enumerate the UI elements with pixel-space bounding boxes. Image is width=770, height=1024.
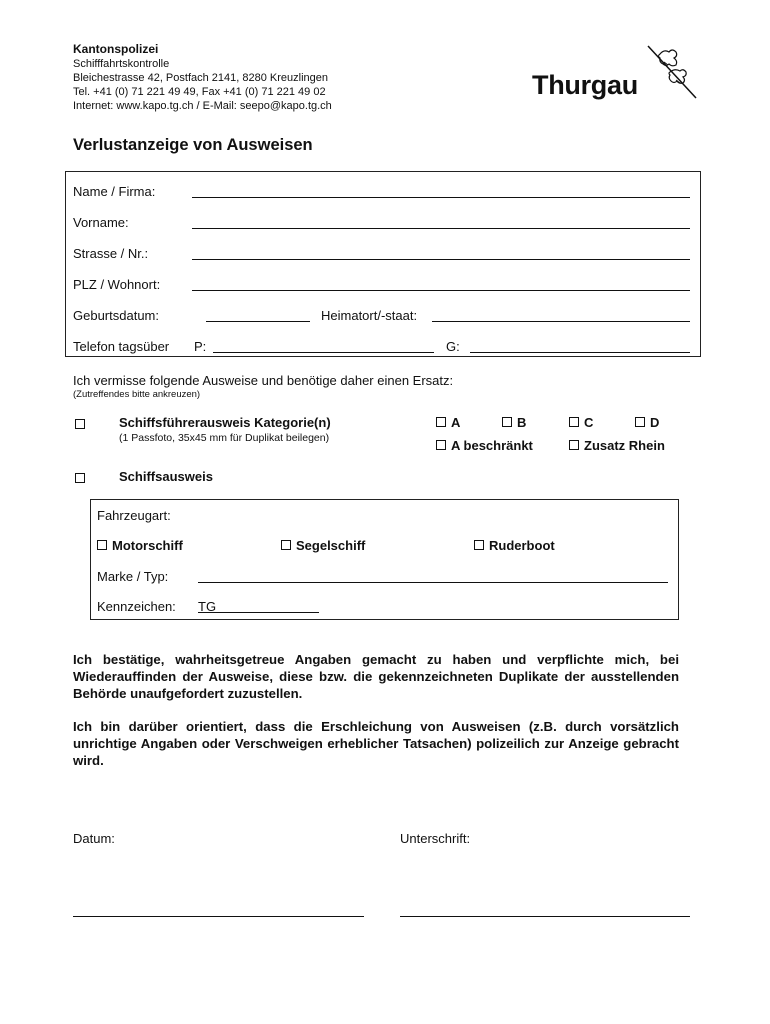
license-checkbox[interactable] <box>75 419 85 429</box>
fahrzeugart-label: Fahrzeugart: <box>97 508 171 523</box>
segelschiff-checkbox[interactable] <box>281 540 291 550</box>
unterschrift-field[interactable] <box>400 916 690 917</box>
plz-label: PLZ / Wohnort: <box>73 277 161 292</box>
phone-p-field[interactable] <box>213 352 434 353</box>
cat-a-restricted-option[interactable]: A beschränkt <box>436 438 533 453</box>
license-note: (1 Passfoto, 35x45 mm für Duplikat beilegen) <box>119 432 330 444</box>
heimatort-field[interactable] <box>432 321 690 322</box>
declaration-paragraph-1: Ich bestätige, wahrheitsgetreue Angaben gemacht zu haben und verpflichte mich, bei Wiederauffinden der Ausweise, diese bzw. die gekennzeichneten Duplikate der ausstellenden Behörde unaufgefordert zuzustellen. <box>73 652 679 701</box>
marke-field[interactable] <box>198 582 668 583</box>
strasse-field[interactable] <box>192 259 690 260</box>
personal-data-box <box>65 171 701 357</box>
kennzeichen-field[interactable] <box>198 612 319 613</box>
cat-rhein-option[interactable]: Zusatz Rhein <box>569 438 665 453</box>
ship-title: Schiffsausweis <box>119 469 213 484</box>
kennzeichen-prefix: TG <box>198 599 217 614</box>
datum-field[interactable] <box>73 916 364 917</box>
declaration-paragraph-2: Ich bin darüber orientiert, dass die Erschleichung von Ausweisen (z.B. durch vorsätzlich unrichtige Angaben oder Verschweigen erheblicher Tatsachen) polizeilich zur Anzeige gebracht wird. <box>73 719 679 768</box>
cat-rhein-checkbox[interactable] <box>569 440 579 450</box>
phone-g-field[interactable] <box>470 352 690 353</box>
cat-a-checkbox[interactable] <box>436 417 446 427</box>
name-label: Name / Firma: <box>73 184 156 199</box>
phone: Tel. +41 (0) 71 221 49 49, Fax +41 (0) 71 221 49 02 <box>73 86 326 98</box>
plz-field[interactable] <box>192 290 690 291</box>
marke-label: Marke / Typ: <box>97 569 169 584</box>
heimatort-label: Heimatort/-staat: <box>321 308 418 323</box>
cat-c-checkbox[interactable] <box>569 417 579 427</box>
cat-d-option[interactable]: D <box>635 415 659 430</box>
form-title: Verlustanzeige von Ausweisen <box>73 136 313 154</box>
ruderboot-option[interactable]: Ruderboot <box>474 538 555 553</box>
phone-g-label: G: <box>446 339 460 354</box>
org-name: Kantonspolizei <box>73 42 159 56</box>
ruderboot-checkbox[interactable] <box>474 540 484 550</box>
strasse-label: Strasse / Nr.: <box>73 246 149 261</box>
vorname-field[interactable] <box>192 228 690 229</box>
motorschiff-checkbox[interactable] <box>97 540 107 550</box>
phone-p-label: P: <box>194 339 207 354</box>
geburtsdatum-label: Geburtsdatum: <box>73 308 159 323</box>
cat-d-checkbox[interactable] <box>635 417 645 427</box>
segelschiff-option[interactable]: Segelschiff <box>281 538 365 553</box>
vorname-label: Vorname: <box>73 215 129 230</box>
cat-a-restricted-checkbox[interactable] <box>436 440 446 450</box>
cat-b-checkbox[interactable] <box>502 417 512 427</box>
license-title: Schiffsführerausweis Kategorie(n) <box>119 415 331 430</box>
telefon-label: Telefon tagsüber <box>73 339 170 354</box>
cat-a-option[interactable]: A <box>436 415 460 430</box>
sender-block <box>73 42 332 113</box>
cat-b-option[interactable]: B <box>502 415 526 430</box>
kennzeichen-label: Kennzeichen: <box>97 599 176 614</box>
cat-c-option[interactable]: C <box>569 415 593 430</box>
motorschiff-option[interactable]: Motorschiff <box>97 538 183 553</box>
vessel-box <box>90 499 679 620</box>
ship-checkbox[interactable] <box>75 473 85 483</box>
datum-label: Datum: <box>73 831 115 846</box>
dept-name: Schifffahrtskontrolle <box>73 58 170 70</box>
address: Bleichestrasse 42, Postfach 2141, 8280 Kreuzlingen <box>73 72 328 84</box>
canton-logo-text: Thurgau <box>532 70 638 100</box>
geburtsdatum-field[interactable] <box>206 321 310 322</box>
missing-intro: Ich vermisse folgende Ausweise und benötige daher einen Ersatz: <box>73 373 454 388</box>
unterschrift-label: Unterschrift: <box>400 831 471 846</box>
lion-coat-of-arms-icon <box>646 44 698 100</box>
name-field[interactable] <box>192 197 690 198</box>
missing-hint: (Zutreffendes bitte ankreuzen) <box>73 389 201 400</box>
internet: Internet: www.kapo.tg.ch / E-Mail: seepo@kapo.tg.ch <box>73 100 332 112</box>
